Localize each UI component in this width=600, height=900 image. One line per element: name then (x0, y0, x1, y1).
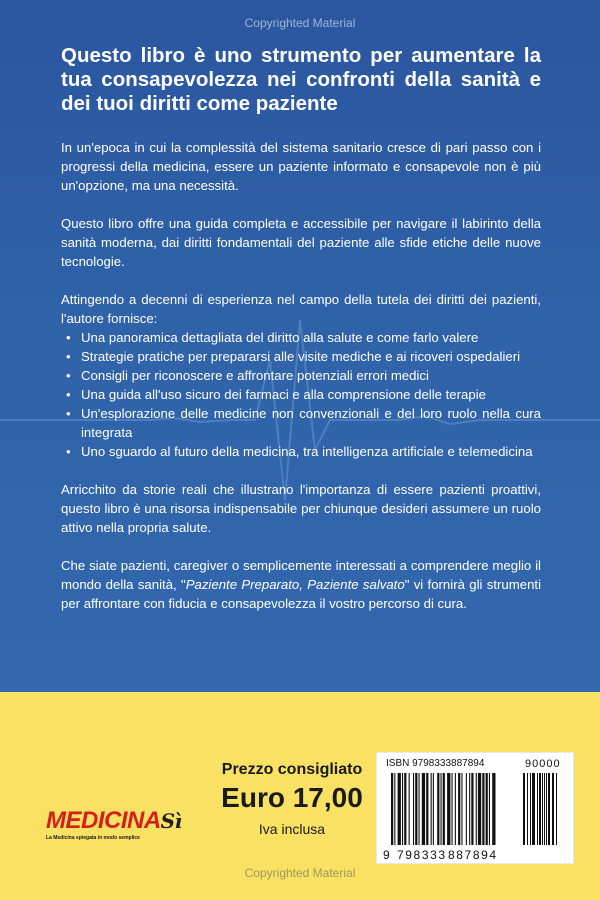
headline: Questo libro è uno strumento per aumentare la tua consapevolezza nei confronti della sanità e dei tuoi diritti come paziente (61, 44, 541, 115)
barcode-bar (409, 773, 410, 845)
paragraph: Arricchito da storie reali che illustrano l'importanza di essere pazienti proattivi, questo libro è una risorsa indispensabile per chiunque desideri assumere un ruolo attivo nella propria salute. (61, 482, 541, 535)
barcode-addon-bar (539, 773, 541, 845)
barcode-bar (455, 773, 456, 845)
barcode-bar (452, 773, 453, 845)
barcode-addon-bar (527, 773, 528, 845)
barcode-bar (466, 773, 467, 845)
paragraph: Attingendo a decenni di esperienza nel campo della tutela dei diritti dei pazienti, l'autore fornisce: (61, 292, 541, 326)
barcode-bar (413, 773, 414, 845)
copyright-watermark: Copyrighted Material (244, 16, 356, 30)
isbn-barcode (376, 752, 574, 864)
barcode-bar (402, 773, 403, 845)
paragraph (61, 556, 541, 613)
vat-note: Iva inclusa (258, 821, 326, 837)
barcode-addon-number: 90000 (525, 758, 561, 770)
barcode-bar (469, 773, 470, 845)
logo-tagline: La Medicina spiegata in modo semplice (46, 835, 140, 841)
barcode-bar (422, 773, 425, 845)
barcode-addon-bar (544, 773, 545, 845)
price-label: Prezzo consigliato (221, 761, 363, 778)
barcode-bar (458, 773, 460, 845)
paragraph: Questo libro offre una guida completa e accessibile per navigare il labirinto della sanità moderna, dai diritti fondamentali del paziente alle sfide etiche delle nuove tecnologie. (61, 216, 541, 269)
feature-list (61, 328, 541, 461)
barcode-addon-bar (537, 773, 538, 845)
barcode-addon-bar (523, 773, 525, 845)
barcode-addon-bar (542, 773, 543, 845)
list-item: • Un'esplorazione delle medicine non convenzionali e del loro ruolo nella cura integrata (61, 404, 541, 442)
list-item: • Strategie pratiche per prepararsi alle visite mediche e ai ricoveri ospedalieri (61, 347, 541, 366)
book-title: Paziente Preparato, Paziente salvato (185, 577, 405, 592)
barcode-bar (391, 773, 393, 845)
list-item: • Uno sguardo al futuro della medicina, tra intelligenza artificiale e telemedicina (61, 442, 541, 461)
barcode-bar (492, 773, 495, 845)
barcode-bar (437, 773, 439, 845)
barcode-bar (476, 773, 477, 845)
barcode-lead-digit: 9 (383, 848, 390, 862)
barcode-bar (394, 773, 395, 845)
description-text (61, 138, 541, 632)
barcode-bar (482, 773, 484, 845)
barcode-bar (419, 773, 420, 845)
list-item: • Una guida all'uso sicuro dei farmaci e alla comprensione delle terapie (61, 385, 541, 404)
list-item: • Una panoramica dettagliata del diritto alla salute e come farlo valere (61, 328, 541, 347)
barcode-addon-bar (548, 773, 550, 845)
barcode-bar (471, 773, 473, 845)
barcode-bar (486, 773, 488, 845)
logo-suffix: Sì (160, 809, 182, 833)
paragraph: In un'epoca in cui la complessità del sistema sanitario cresce di pari passo con i progressi della medicina, essere un paziente informato e consapevole non è più un'opzione, ma una necessità. (61, 140, 541, 193)
barcode-addon-bar (532, 773, 535, 845)
barcode-bar (404, 773, 406, 845)
barcode-addon-bar (552, 773, 554, 845)
barcode-bar (461, 773, 462, 845)
barcode-bar (433, 773, 434, 845)
barcode-bar (426, 773, 428, 845)
barcode-addon-bar (530, 773, 531, 845)
isbn-label: ISBN 9798333887894 (386, 758, 485, 769)
barcode-bar (398, 773, 401, 845)
barcode-bar (447, 773, 450, 845)
barcode-addon-bar (556, 773, 557, 845)
list-item: • Consigli per riconoscere e affrontare potenziali errori medici (61, 366, 541, 385)
publisher-logo (46, 807, 182, 858)
paragraph-end: " vi fornirà gli strumenti per affrontare con fiducia e consapevolezza il vostro percorso di cura. (61, 577, 541, 611)
paragraph-start: Che siate pazienti, caregiver o semplicemente interessati a comprendere meglio il mondo della sanità, " (61, 558, 541, 592)
logo-text: MEDICINA (46, 807, 161, 834)
barcode-addon-bar (546, 773, 547, 845)
barcode-bar (478, 773, 481, 845)
barcode-bar (431, 773, 432, 845)
barcode-bar (443, 773, 445, 845)
barcode-digit-group: 798333 (397, 848, 447, 862)
barcode-bar (415, 773, 417, 845)
price-value: Euro 17,00 (221, 782, 363, 813)
copyright-watermark: Copyrighted Material (244, 866, 356, 880)
barcode-digit-group: 887894 (448, 848, 498, 862)
barcode-bars (383, 773, 571, 849)
barcode-bar (441, 773, 442, 845)
barcode-bar (489, 773, 490, 845)
price-block (212, 760, 372, 842)
